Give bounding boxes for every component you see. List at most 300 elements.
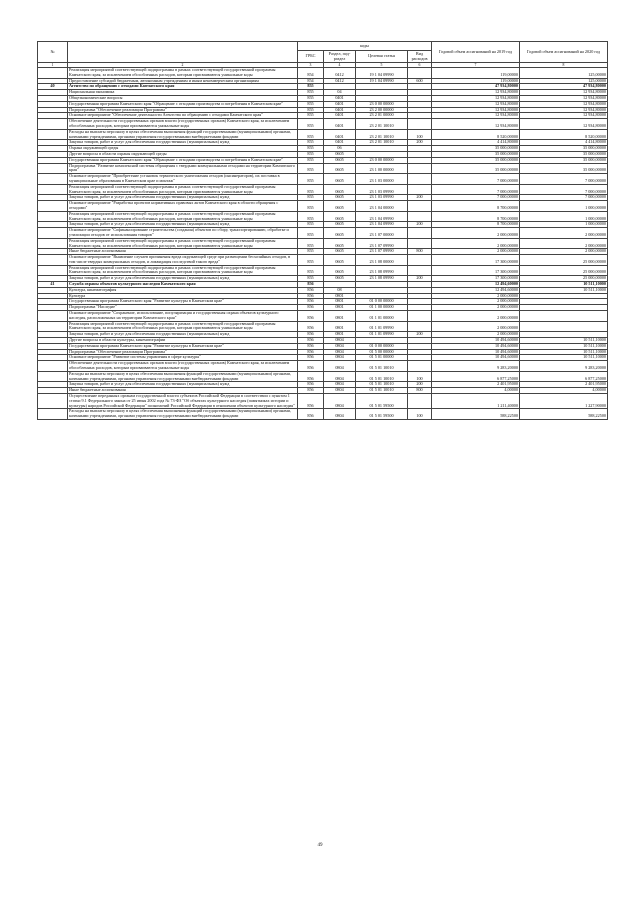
row-sum-2020: 7 000,00000 <box>520 174 608 185</box>
header-vr: Вид расходов <box>408 51 432 63</box>
row-csr: 23 1 07 00000 <box>356 228 408 239</box>
row-sum-2019: 12 494,60000 <box>432 287 520 293</box>
row-sum-2020: 125,00000 <box>520 78 608 84</box>
row-number <box>38 163 68 174</box>
row-razdel: 0401 <box>324 113 356 119</box>
row-sum-2019: 10 494,60000 <box>432 349 520 355</box>
row-vr <box>408 361 432 372</box>
row-vr <box>408 321 432 332</box>
row-grbs: 854 <box>298 78 324 84</box>
row-vr <box>408 394 432 409</box>
row-razdel: 0401 <box>324 107 356 113</box>
row-name: Реализация мероприятий соответствующей подпрограммы в рамках соответствующей государственной программы Камчатского края, за исключением обособленных расходов, которым присваиваются уникальные коды <box>68 68 298 79</box>
row-sum-2019: 2 000,00000 <box>432 305 520 311</box>
row-csr: 23 1 08 00000 <box>356 255 408 266</box>
row-sum-2020: 35 000,00000 <box>520 151 608 157</box>
row-csr: 23 0 00 00000 <box>356 101 408 107</box>
row-grbs: 855 <box>298 255 324 266</box>
row-name: Другие вопросы в области культуры, кинематографии <box>68 338 298 344</box>
row-name: Общеэкономические вопросы <box>68 95 298 101</box>
row-grbs: 855 <box>298 140 324 146</box>
row-razdel: 0804 <box>324 355 356 361</box>
row-razdel: 0801 <box>324 332 356 338</box>
row-grbs: 856 <box>298 293 324 299</box>
row-grbs: 856 <box>298 299 324 305</box>
row-grbs: 855 <box>298 228 324 239</box>
row-name: Расходы на выплаты персоналу в целях обеспечения выполнения функций государственными (муниципальными) органами, казенными учреждениями, органами управления государственными внебюджетными фондами <box>68 371 298 382</box>
row-name: Основное мероприятие "Развитие системы управления в сфере культуры" <box>68 355 298 361</box>
row-sum-2019: 2 000,00000 <box>432 311 520 322</box>
row-razdel: 0804 <box>324 409 356 420</box>
row-sum-2020: 25 000,00000 <box>520 255 608 266</box>
row-grbs: 856 <box>298 349 324 355</box>
row-vr <box>408 184 432 195</box>
row-grbs: 855 <box>298 101 324 107</box>
row-name: Охрана окружающей среды <box>68 146 298 152</box>
row-razdel: 0804 <box>324 343 356 349</box>
row-razdel: 0605 <box>324 163 356 174</box>
row-number <box>38 361 68 372</box>
row-name: Национальная экономика <box>68 90 298 96</box>
idx-cell: 2 <box>68 63 298 68</box>
row-razdel: 0605 <box>324 195 356 201</box>
row-csr: 01 5 01 10010 <box>356 382 408 388</box>
row-sum-2019: 6 877,25000 <box>432 371 520 382</box>
row-name: Реализация мероприятий соответствующей подпрограммы в рамках соответствующей государственной программы Камчатского края, за исключением обособленных расходов, которым присваиваются уникальные коды <box>68 321 298 332</box>
row-sum-2020: 2 000,00000 <box>520 249 608 255</box>
row-razdel: 0605 <box>324 222 356 228</box>
row-vr: 100 <box>408 371 432 382</box>
row-sum-2019: 4 414,80000 <box>432 140 520 146</box>
row-csr: 01 5 01 00000 <box>356 355 408 361</box>
row-name: Государственная программа Камчатского края "Развитие культуры в Камчатском крае" <box>68 343 298 349</box>
row-grbs: 855 <box>298 222 324 228</box>
row-grbs: 855 <box>298 84 324 90</box>
row-grbs: 855 <box>298 151 324 157</box>
row-grbs: 856 <box>298 311 324 322</box>
row-sum-2020: 2 401,95000 <box>520 382 608 388</box>
header-grbs: ГРБС <box>298 51 324 63</box>
table-body <box>38 68 608 420</box>
row-grbs: 856 <box>298 371 324 382</box>
table-row <box>38 311 608 322</box>
row-razdel: 0605 <box>324 249 356 255</box>
row-sum-2020: 10 511,10000 <box>520 343 608 349</box>
row-grbs: 856 <box>298 355 324 361</box>
row-name: Культура, кинематография <box>68 287 298 293</box>
idx-cell: 8 <box>520 63 608 68</box>
row-sum-2020: 1 000,00000 <box>520 211 608 222</box>
row-sum-2019: 47 934,80000 <box>432 84 520 90</box>
table-row <box>38 228 608 239</box>
row-csr: 23 2 01 00000 <box>356 113 408 119</box>
row-razdel: 0605 <box>324 174 356 185</box>
row-razdel: 0412 <box>324 78 356 84</box>
row-razdel: 0801 <box>324 293 356 299</box>
header-codes: коды <box>298 42 432 51</box>
row-number <box>38 409 68 420</box>
table-row <box>38 394 608 409</box>
row-csr: 19 1 04 09990 <box>356 78 408 84</box>
row-razdel: 0605 <box>324 151 356 157</box>
row-name: Иные бюджетные ассигнования <box>68 388 298 394</box>
row-csr: 19 1 04 09990 <box>356 68 408 79</box>
row-sum-2019: 7 000,00000 <box>432 174 520 185</box>
row-number <box>38 394 68 409</box>
row-name: Основное мероприятие "Сохранение, использование, популяризация и государственная охрана объектов культурного наследия, расположенных на территории Камчатского края" <box>68 311 298 322</box>
row-name: Расходы на выплаты персоналу в целях обеспечения выполнения функций государственными (муниципальными) органами, казенными учреждениями, органами управления государственными внебюджетными фондами <box>68 409 298 420</box>
idx-cell: 4 <box>324 63 356 68</box>
row-name: Закупка товаров, работ и услуг для обеспечения государственных (муниципальных) нужд <box>68 276 298 282</box>
row-sum-2019: 8 520,00000 <box>432 129 520 140</box>
row-sum-2020: 1 000,00000 <box>520 201 608 212</box>
row-sum-2019: 12 934,80000 <box>432 90 520 96</box>
row-name: Государственная программа Камчатского края "Обращение с отходами производства и потребления в Камчатском крае" <box>68 101 298 107</box>
row-sum-2019: 17 300,00000 <box>432 276 520 282</box>
row-vr <box>408 163 432 174</box>
row-razdel: 0605 <box>324 255 356 266</box>
row-name: Основное мероприятие "Разработка проектов нормативных правовых актов Камчатского края в области обращения с отходами" <box>68 201 298 212</box>
row-sum-2019: 7 000,00000 <box>432 184 520 195</box>
idx-cell: 6 <box>408 63 432 68</box>
row-csr: 23 1 00 00000 <box>356 163 408 174</box>
row-sum-2020: 10 511,10000 <box>520 282 608 288</box>
row-grbs: 855 <box>298 157 324 163</box>
row-grbs: 855 <box>298 146 324 152</box>
row-number <box>38 184 68 195</box>
row-number <box>38 321 68 332</box>
row-sum-2019: 10 494,60000 <box>432 343 520 349</box>
row-grbs: 855 <box>298 238 324 249</box>
row-sum-2020: 12 934,80000 <box>520 113 608 119</box>
row-sum-2019: 588,22500 <box>432 409 520 420</box>
idx-cell: 1 <box>38 63 68 68</box>
row-sum-2019: 7 000,00000 <box>432 195 520 201</box>
row-name: Основное мероприятие "Выявление случаев причинения вреда окружающей среде при размещении бесхозяйных отходов, в том числе твердых коммунальных отходов, и ликвидация последствий такого вреда" <box>68 255 298 266</box>
row-csr: 23 1 03 09990 <box>356 195 408 201</box>
row-sum-2019: 2 000,00000 <box>432 332 520 338</box>
row-sum-2020: 12 934,80000 <box>520 107 608 113</box>
row-vr: 800 <box>408 388 432 394</box>
row-sum-2020 <box>520 321 608 332</box>
row-grbs: 856 <box>298 287 324 293</box>
row-csr: 23 1 03 09990 <box>356 184 408 195</box>
row-sum-2020: 1 227,90000 <box>520 394 608 409</box>
row-name: Предоставление субсидий бюджетным, автономным учреждениям и иным некоммерческим организациям <box>68 78 298 84</box>
row-name: Реализация мероприятий соответствующей подпрограммы в рамках соответствующей государственной программы Камчатского края, за исключением обособленных расходов, которым присваиваются уникальные коды <box>68 184 298 195</box>
row-csr: 23 1 07 09990 <box>356 249 408 255</box>
row-grbs: 856 <box>298 361 324 372</box>
row-name: Закупка товаров, работ и услуг для обеспечения государственных (муниципальных) нужд <box>68 332 298 338</box>
row-razdel: 0804 <box>324 338 356 344</box>
row-grbs: 856 <box>298 382 324 388</box>
row-razdel: 0804 <box>324 361 356 372</box>
row-csr: 23 2 01 10010 <box>356 140 408 146</box>
row-csr: 23 1 07 09990 <box>356 238 408 249</box>
row-sum-2020: 35 000,00000 <box>520 146 608 152</box>
row-name: Основное мероприятие "Приобретение установок термического уничтожения отходов (инсинераторов), их поставка в муниципальные образования в Камчатском крае и монтаж" <box>68 174 298 185</box>
row-name: Закупка товаров, работ и услуг для обеспечения государственных (муниципальных) нужд <box>68 140 298 146</box>
row-name: Закупка товаров, работ и услуг для обеспечения государственных (муниципальных) нужд <box>68 222 298 228</box>
row-number <box>38 371 68 382</box>
row-sum-2019: 10 494,60000 <box>432 338 520 344</box>
row-sum-2020: 588,22500 <box>520 409 608 420</box>
table-row <box>38 238 608 249</box>
row-sum-2020: 10 511,10000 <box>520 355 608 361</box>
row-vr <box>408 228 432 239</box>
row-sum-2019: 119,00000 <box>432 68 520 79</box>
row-csr: 01 5 01 10010 <box>356 388 408 394</box>
row-name: Реализация мероприятий соответствующей подпрограммы в рамках соответствующей государственной программы Камчатского края, за исключением обособленных расходов, которым присваиваются уникальные коды <box>68 265 298 276</box>
row-sum-2019: 12 934,80000 <box>432 107 520 113</box>
row-number <box>38 228 68 239</box>
row-sum-2019: 8 700,00000 <box>432 222 520 228</box>
row-vr <box>408 311 432 322</box>
header-csr: Целевая статья <box>356 51 408 63</box>
row-sum-2020: 1 000,00000 <box>520 222 608 228</box>
row-vr: 200 <box>408 276 432 282</box>
row-csr: 23 2 01 10010 <box>356 119 408 130</box>
row-razdel: 0412 <box>324 68 356 79</box>
row-razdel: 0801 <box>324 311 356 322</box>
table-row <box>38 321 608 332</box>
row-sum-2020: 10 511,10000 <box>520 287 608 293</box>
row-grbs: 856 <box>298 332 324 338</box>
row-csr: 01 5 00 00000 <box>356 349 408 355</box>
row-vr: 200 <box>408 195 432 201</box>
row-sum-2019: 35 000,00000 <box>432 146 520 152</box>
row-razdel: 04 <box>324 90 356 96</box>
row-vr <box>408 238 432 249</box>
row-sum-2019: 2 000,00000 <box>432 228 520 239</box>
row-razdel: 0605 <box>324 157 356 163</box>
row-name: Служба охраны объектов культурного наследия Камчатского края <box>68 282 298 288</box>
budget-table <box>37 41 608 420</box>
row-razdel: 0605 <box>324 276 356 282</box>
row-vr <box>408 265 432 276</box>
table-row <box>38 265 608 276</box>
row-sum-2020: 4,00000 <box>520 388 608 394</box>
row-vr: 100 <box>408 409 432 420</box>
row-sum-2019: 2 000,00000 <box>432 249 520 255</box>
table-row <box>38 174 608 185</box>
row-sum-2020: 2 000,00000 <box>520 228 608 239</box>
row-razdel: 0804 <box>324 388 356 394</box>
row-sum-2019: 17 300,00000 <box>432 255 520 266</box>
row-grbs: 855 <box>298 113 324 119</box>
row-name: Реализация мероприятий соответствующей подпрограммы в рамках соответствующей государственной программы Камчатского края, за исключением обособленных расходов, которым присваиваются уникальные коды <box>68 238 298 249</box>
row-sum-2020: 47 934,80000 <box>520 84 608 90</box>
row-vr: 100 <box>408 129 432 140</box>
row-name: Государственная программа Камчатского края "Обращение с отходами производства и потребления в Камчатском крае" <box>68 157 298 163</box>
table-row <box>38 211 608 222</box>
row-grbs: 855 <box>298 174 324 185</box>
row-razdel: 0804 <box>324 349 356 355</box>
row-vr: 800 <box>408 249 432 255</box>
row-sum-2020: 25 000,00000 <box>520 276 608 282</box>
row-grbs: 855 <box>298 107 324 113</box>
header-number: № <box>38 42 68 63</box>
row-name: Осуществление переданных органам государственной власти субъектов Российской Федерации в соответствии с пунктом 1 статьи 9.1 Федерального закона от 25 июня 2002 года № 73-ФЗ "Об объектах культурного наследия (памятниках истории и культуры) народов Российской Федерации" полномочий Российской Федерации в отношении объектов культурного наследия" <box>68 394 298 409</box>
row-razdel: 0401 <box>324 95 356 101</box>
row-csr: 01 5 01 10010 <box>356 361 408 372</box>
row-razdel: 0605 <box>324 184 356 195</box>
row-sum-2020: 12 934,80000 <box>520 101 608 107</box>
row-name: Подпрограмма "Наследие" <box>68 305 298 311</box>
row-name: Расходы на выплаты персоналу в целях обеспечения выполнения функций государственными (муниципальными) органами, казенными учреждениями, органами управления государственными внебюджетными фондами <box>68 129 298 140</box>
row-csr: 01 1 01 09990 <box>356 332 408 338</box>
row-sum-2019: 2 000,00000 <box>432 293 520 299</box>
table-row <box>38 371 608 382</box>
row-number: 40 <box>38 84 68 90</box>
row-name: Подпрограмма "Обеспечение реализации Программы" <box>68 107 298 113</box>
row-name: Подпрограмма "Развитие комплексной системы обращения с твердыми коммунальными отходами на территории Камчатского края" <box>68 163 298 174</box>
row-sum-2019: 12 934,80000 <box>432 119 520 130</box>
table-row <box>38 129 608 140</box>
budget-table-page <box>37 41 607 420</box>
row-sum-2019: 2 401,95000 <box>432 382 520 388</box>
row-razdel: 0605 <box>324 201 356 212</box>
row-sum-2020: 12 934,80000 <box>520 95 608 101</box>
row-sum-2019: 12 934,80000 <box>432 113 520 119</box>
row-csr: 23 1 08 09990 <box>356 276 408 282</box>
row-razdel: 0401 <box>324 101 356 107</box>
row-csr: 23 1 04 00000 <box>356 201 408 212</box>
row-sum-2019: 35 000,00000 <box>432 151 520 157</box>
row-vr: 200 <box>408 222 432 228</box>
row-number <box>38 129 68 140</box>
row-vr: 200 <box>408 382 432 388</box>
row-csr: 01 5 01 10010 <box>356 371 408 382</box>
row-sum-2020: 7 000,00000 <box>520 184 608 195</box>
row-sum-2019: 2 000,00000 <box>432 299 520 305</box>
row-sum-2020: 4 414,80000 <box>520 140 608 146</box>
row-razdel: 0401 <box>324 119 356 130</box>
row-name: Обеспечение деятельности государственных органов власти (государственных органов) Камчатского края, за исключением обособленных расходов, которым присваиваются уникальные коды <box>68 119 298 130</box>
row-sum-2020: 8 520,00000 <box>520 129 608 140</box>
row-razdel: 0401 <box>324 140 356 146</box>
table-row <box>38 255 608 266</box>
row-grbs: 856 <box>298 394 324 409</box>
row-grbs: 854 <box>298 68 324 79</box>
idx-cell: 7 <box>432 63 520 68</box>
row-sum-2020: 12 934,80000 <box>520 119 608 130</box>
row-csr: 23 2 00 00000 <box>356 107 408 113</box>
row-sum-2020: 12 934,80000 <box>520 90 608 96</box>
row-grbs: 855 <box>298 163 324 174</box>
row-vr <box>408 201 432 212</box>
row-grbs: 855 <box>298 249 324 255</box>
row-sum-2020: 2 000,00000 <box>520 238 608 249</box>
row-razdel: 0801 <box>324 299 356 305</box>
row-csr: 01 1 01 09990 <box>356 321 408 332</box>
row-sum-2020 <box>520 311 608 322</box>
row-sum-2019: 4,00000 <box>432 388 520 394</box>
row-csr: 23 1 08 09990 <box>356 265 408 276</box>
row-vr <box>408 211 432 222</box>
row-name: Обеспечение деятельности государственных органов власти (государственных органов) Камчатского края, за исключением обособленных расходов, которым присваиваются уникальные коды <box>68 361 298 372</box>
row-sum-2019: 35 000,00000 <box>432 157 520 163</box>
row-grbs: 855 <box>298 211 324 222</box>
row-vr <box>408 68 432 79</box>
row-number <box>38 211 68 222</box>
row-sum-2019: 12 934,80000 <box>432 101 520 107</box>
header-sum-2020: Годовой объем ассигнований на 2020 год <box>520 42 608 63</box>
row-vr: 600 <box>408 78 432 84</box>
header-razdel: Раздел, под-раздел <box>324 51 356 63</box>
row-sum-2020: 9 283,20000 <box>520 361 608 372</box>
row-razdel: 0804 <box>324 371 356 382</box>
row-sum-2020: 6 877,25000 <box>520 371 608 382</box>
row-sum-2019: 12 934,80000 <box>432 95 520 101</box>
row-grbs: 855 <box>298 201 324 212</box>
row-razdel: 0605 <box>324 265 356 276</box>
table-row <box>38 201 608 212</box>
row-sum-2019: 2 000,00000 <box>432 321 520 332</box>
row-grbs: 856 <box>298 321 324 332</box>
row-number <box>38 265 68 276</box>
row-name: Другие вопросы в области охраны окружающей среды <box>68 151 298 157</box>
row-csr: 23 0 00 00000 <box>356 157 408 163</box>
row-name: Культура <box>68 293 298 299</box>
table-row <box>38 68 608 79</box>
row-razdel: 0804 <box>324 382 356 388</box>
row-razdel: 06 <box>324 146 356 152</box>
row-number <box>38 255 68 266</box>
header-sum-2019: Годовой объем ассигнований на 2019 год <box>432 42 520 63</box>
row-name: Подпрограмма "Обеспечение реализации Программы" <box>68 349 298 355</box>
header-name <box>68 42 298 63</box>
row-grbs: 856 <box>298 305 324 311</box>
row-number <box>38 119 68 130</box>
row-grbs: 855 <box>298 276 324 282</box>
row-sum-2020: 10 511,10000 <box>520 338 608 344</box>
row-grbs: 855 <box>298 90 324 96</box>
row-csr: 01 0 00 00000 <box>356 343 408 349</box>
row-grbs: 856 <box>298 343 324 349</box>
row-razdel: 0605 <box>324 228 356 239</box>
row-vr: 200 <box>408 140 432 146</box>
row-razdel: 0605 <box>324 238 356 249</box>
row-number <box>38 174 68 185</box>
table-row <box>38 184 608 195</box>
row-number <box>38 201 68 212</box>
page-number: 49 <box>317 843 323 848</box>
table-row <box>38 119 608 130</box>
table-row <box>38 361 608 372</box>
row-grbs: 856 <box>298 282 324 288</box>
row-razdel: 0605 <box>324 211 356 222</box>
row-grbs: 855 <box>298 265 324 276</box>
table-row <box>38 163 608 174</box>
row-csr: 01 5 01 59500 <box>356 409 408 420</box>
row-sum-2020: 35 000,00000 <box>520 163 608 174</box>
row-grbs: 855 <box>298 184 324 195</box>
row-sum-2020: 10 511,10000 <box>520 349 608 355</box>
row-name: Закупка товаров, работ и услуг для обеспечения государственных (муниципальных) нужд <box>68 382 298 388</box>
row-sum-2019: 1 211,40000 <box>432 394 520 409</box>
row-name: Иные бюджетные ассигнования <box>68 249 298 255</box>
row-number <box>38 311 68 322</box>
row-csr: 23 1 04 09990 <box>356 222 408 228</box>
row-csr: 01 0 00 00000 <box>356 299 408 305</box>
row-number <box>38 68 68 79</box>
row-sum-2019: 8 700,00000 <box>432 211 520 222</box>
row-sum-2019: 10 494,60000 <box>432 355 520 361</box>
row-name: Основное мероприятие "Софинансирование строительства (создания) объектов по сбору, транспортированию, обработке и утилизации отходов от использования товаров" <box>68 228 298 239</box>
row-razdel: 0804 <box>324 394 356 409</box>
row-sum-2019: 12 494,60000 <box>432 282 520 288</box>
